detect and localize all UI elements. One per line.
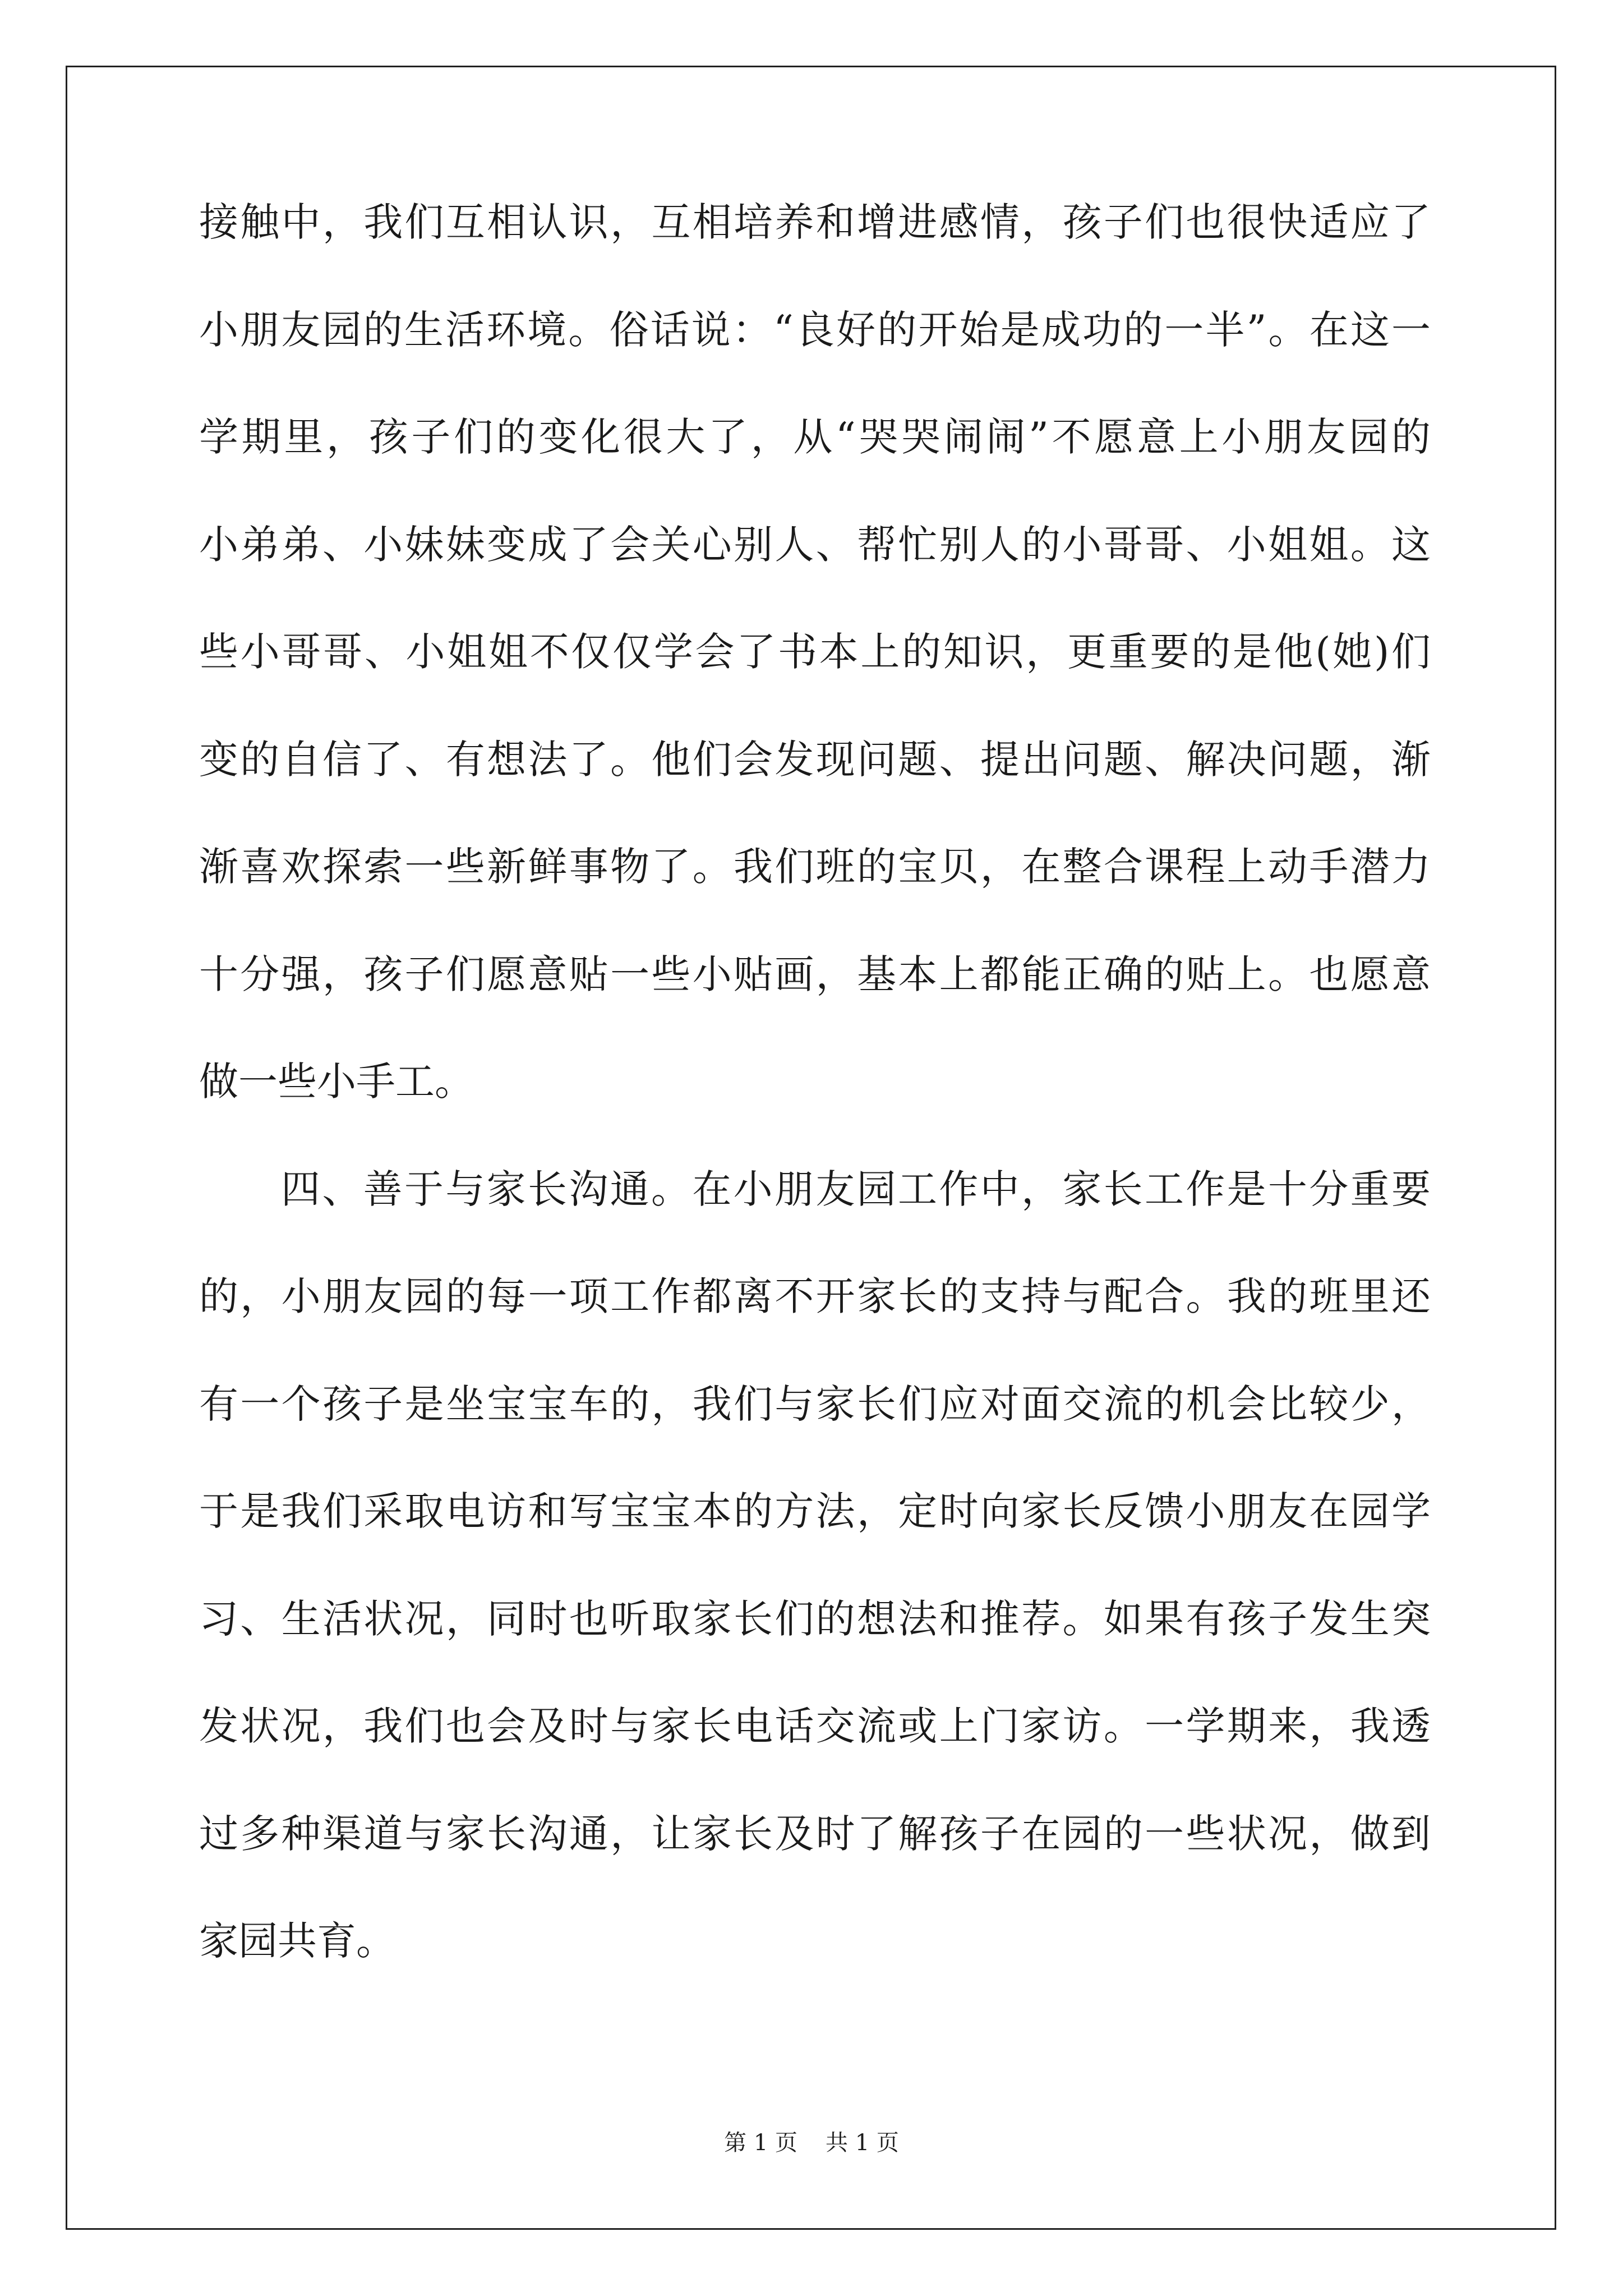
page-number: 第 1 页 [724, 2130, 797, 2156]
text-line: 十分强，孩子们愿意贴一些小贴画，基本上都能正确的贴上。也愿意 [199, 951, 1431, 997]
text-line: 于是我们采取电访和写宝宝本的方法，定时向家长反馈小朋友在园学 [199, 1488, 1431, 1534]
text-line: 变的自信了、有想法了。他们会发现问题、提出问题、解决问题，渐 [199, 736, 1431, 783]
paragraph-2 [199, 1166, 1431, 2028]
text-line: 有一个孩子是坐宝宝车的，我们与家长们应对面交流的机会比较少， [199, 1381, 1431, 1427]
text-line: 接触中，我们互相认识，互相培养和增进感情，孩子们也很快适应了 [199, 199, 1431, 245]
text-line: 做一些小手工。 [199, 1059, 474, 1105]
text-line: 家园共育。 [199, 1918, 395, 1964]
text-line: 的，小朋友园的每一项工作都离不开家长的支持与配合。我的班里还 [199, 1273, 1431, 1319]
page-footer [0, 2129, 1623, 2156]
text-line: 小朋友园的生活环境。俗话说：“良好的开始是成功的一半”。在这一 [199, 306, 1431, 353]
page-total: 共 1 页 [826, 2130, 899, 2156]
text-line: 四、善于与家长沟通。在小朋友园工作中，家长工作是十分重要 [281, 1166, 1431, 1212]
paragraph-1 [199, 199, 1431, 1169]
text-line: 习、生活状况，同时也听取家长们的想法和推荐。如果有孩子发生突 [199, 1595, 1431, 1642]
text-line: 过多种渠道与家长沟通，让家长及时了解孩子在园的一些状况，做到 [199, 1810, 1431, 1857]
text-line: 些小哥哥、小姐姐不仅仅学会了书本上的知识，更重要的是他(她)们 [199, 629, 1431, 675]
text-line: 小弟弟、小妹妹变成了会关心别人、帮忙别人的小哥哥、小姐姐。这 [199, 521, 1431, 568]
document-body [199, 199, 1431, 2028]
text-line: 发状况，我们也会及时与家长电话交流或上门家访。一学期来，我透 [199, 1703, 1431, 1749]
text-line: 学期里，孩子们的变化很大了，从“哭哭闹闹”不愿意上小朋友园的 [199, 414, 1431, 460]
text-line: 渐喜欢探索一些新鲜事物了。我们班的宝贝，在整合课程上动手潜力 [199, 844, 1431, 890]
